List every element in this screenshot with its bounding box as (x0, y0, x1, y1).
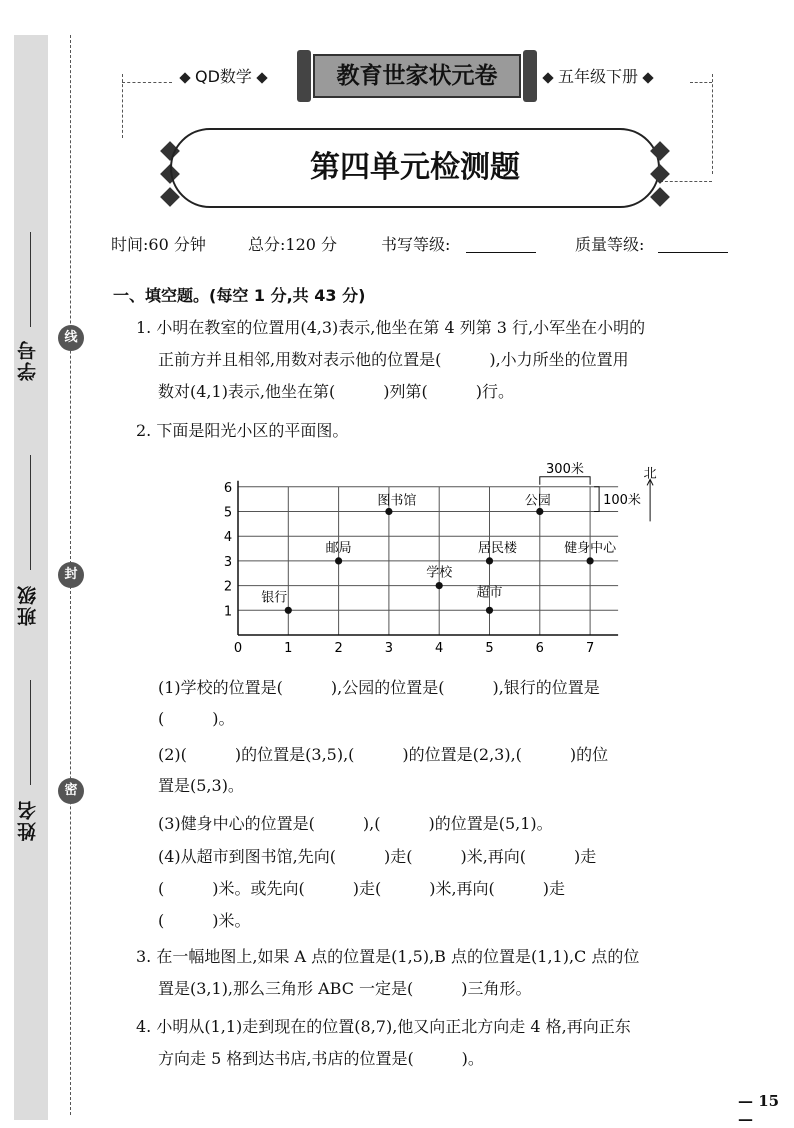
question-4-line-1: 4. 小明从(1,1)走到现在的位置(8,7),他又向正北方向走 4 格,再向正东 (136, 1017, 631, 1036)
y-tick-label: 3 (223, 554, 233, 570)
class-label: 班级 (17, 584, 39, 626)
student-id-label: 学号 (17, 339, 39, 381)
map-point-label: 健身中心 (564, 540, 617, 556)
name-label: 姓名 (17, 799, 39, 841)
scale-label-horizontal: 300米 (546, 461, 584, 477)
class-line (30, 455, 31, 570)
x-tick-label: 5 (485, 641, 494, 656)
x-tick-label: 7 (585, 641, 595, 656)
writing-grade-label: 书写等级: (381, 235, 451, 254)
map-point (385, 508, 392, 515)
diamond-icon (256, 72, 267, 83)
question-2-part-4-line-3: ( )米。 (158, 911, 251, 930)
map-point (335, 557, 342, 564)
map-point (536, 508, 543, 515)
question-3-line-1: 3. 在一幅地图上,如果 A 点的位置是(1,5),B 点的位置是(1,1),C 点的位 (136, 947, 640, 966)
seal-close-mark: 密 (58, 778, 84, 804)
scale-bracket-horizontal (540, 477, 590, 485)
name-line (30, 680, 31, 785)
question-1-line-1: 1. 小明在教室的位置用(4,3)表示,他坐在第 4 列第 3 行,小军坐在小明的 (136, 318, 646, 337)
series-banner (297, 50, 537, 102)
seal-line-mark: 线 (58, 325, 84, 351)
map-point-label: 公园 (524, 493, 551, 509)
map-point (587, 557, 594, 564)
map-point-label: 银行 (261, 590, 288, 606)
map-point-label: 学校 (426, 565, 453, 581)
question-2-part-2-line-2: 置是(5,3)。 (158, 776, 244, 795)
header-dash-left (122, 74, 123, 138)
x-tick-label: 1 (284, 641, 293, 656)
diamond-icon (179, 72, 190, 83)
map-point (486, 557, 493, 564)
scale-label-vertical: 100米 (603, 493, 641, 509)
y-tick-label: 1 (223, 604, 233, 620)
section-heading: 一、填空题。(每空 1 分,共 43 分) (113, 286, 366, 305)
map-point-label: 居民楼 (477, 540, 518, 556)
header-dash-right (712, 74, 713, 174)
question-2-text: 2. 下面是阳光小区的平面图。 (136, 421, 349, 440)
question-1-line-2: 正前方并且相邻,用数对表示他的位置是( ),小力所坐的位置用 (158, 350, 629, 369)
map-point (436, 582, 443, 589)
quality-grade-label: 质量等级: (575, 235, 645, 254)
header-dash-left-top (122, 82, 172, 83)
diamond-icon (642, 72, 653, 83)
seal-seal-mark: 封 (58, 562, 84, 588)
question-4-line-2: 方向走 5 格到达书店,书店的位置是( )。 (158, 1049, 484, 1068)
grade-tag: 五年级下册 (538, 64, 658, 87)
scale-bracket-vertical (594, 487, 599, 512)
y-tick-label: 2 (223, 579, 233, 595)
map-point-label: 图书馆 (377, 493, 417, 509)
x-tick-label: 0 (233, 641, 243, 656)
series-banner-text: 教育世家状元卷 (313, 54, 521, 98)
question-1-line-3: 数对(4,1)表示,他坐在第( )列第( )行。 (158, 382, 514, 401)
y-tick-label: 4 (223, 530, 233, 546)
community-map-chart (210, 455, 657, 660)
question-2-part-4-line-2: ( )米。或先向( )走( )米,再向( )走 (158, 879, 566, 898)
writing-grade-field[interactable] (466, 236, 536, 253)
diamond-icon (542, 72, 553, 83)
time-info: 时间:60 分钟 (111, 235, 206, 254)
map-point (486, 607, 493, 614)
question-2-part-3: (3)健身中心的位置是( ),( )的位置是(5,1)。 (158, 814, 553, 833)
total-score-info: 总分:120 分 (248, 235, 338, 254)
north-label: 北 (643, 466, 657, 482)
y-tick-label: 6 (223, 480, 233, 496)
student-id-line (30, 232, 31, 327)
question-2-part-1-line-1: (1)学校的位置是( ),公园的位置是( ),银行的位置是 (158, 678, 600, 697)
map-point-label: 超市 (476, 585, 503, 601)
map-point (285, 607, 292, 614)
subject-tag: QD数学 (175, 64, 272, 87)
question-2-part-2-line-1: (2)( )的位置是(3,5),( )的位置是(2,3),( )的位 (158, 745, 609, 764)
x-tick-label: 6 (535, 641, 544, 656)
title-diamonds-right (650, 138, 670, 213)
question-2-part-1-line-2: ( )。 (158, 709, 235, 728)
x-tick-label: 4 (435, 641, 444, 656)
map-point-label: 邮局 (325, 540, 352, 556)
header-dash-right-top (690, 82, 712, 83)
y-tick-label: 5 (223, 505, 233, 521)
quality-grade-field[interactable] (658, 236, 728, 253)
page-number: — 15 — (738, 1092, 780, 1128)
page-title: 第四单元检测题 (170, 128, 660, 208)
question-2-part-4-line-1: (4)从超市到图书馆,先向( )走( )米,再向( )走 (158, 847, 597, 866)
question-3-line-2: 置是(3,1),那么三角形 ABC 一定是( )三角形。 (158, 979, 532, 998)
x-tick-label: 2 (334, 641, 343, 656)
x-tick-label: 3 (384, 641, 394, 656)
